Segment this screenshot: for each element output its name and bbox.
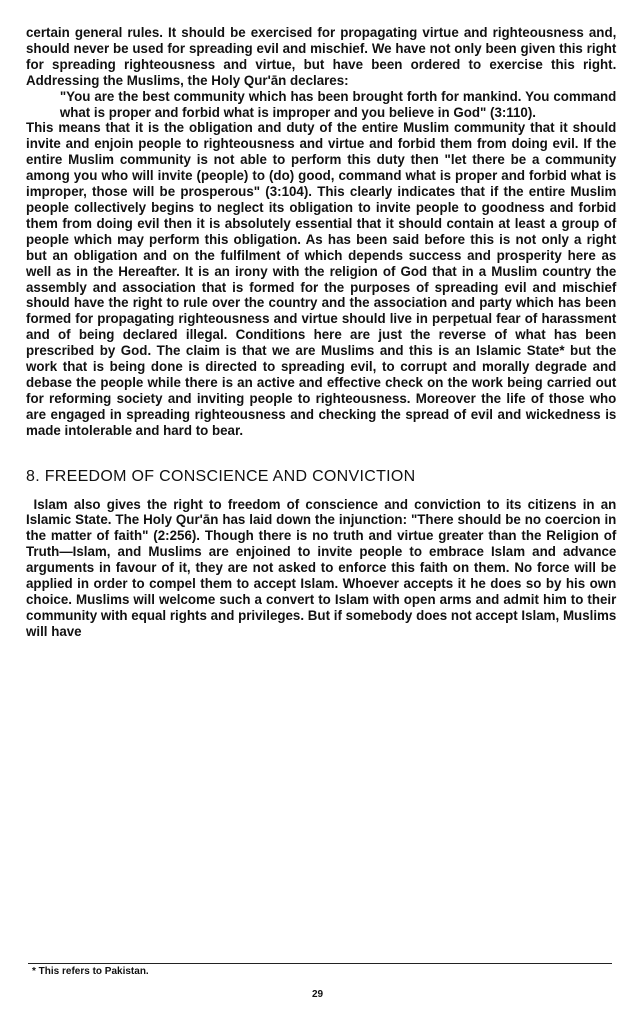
intro-paragraph: certain general rules. It should be exercised for propagating virtue and righteousness and, should never be used for spreading evil and mischief. We have not only been given this right for spreading righteousness and virtue, but have been ordered to exercise this right. Addressing the Muslims, the Holy Qur'ān declares:: [26, 25, 617, 89]
section-paragraph: Islam also gives the right to freedom of conscience and conviction to its citizens in an Islamic State. The Holy Qur'ān has laid down the injunction: "There should be no coercion in the matter of faith" (2:256). Though there is no truth and virtue greater than the Religion of Truth—Islam, and Muslims are enjoined to invite people to embrace Islam and advance arguments in favour of it, they are not asked to enforce this faith on them. No force will be applied in order to compel them to accept Islam. Whoever accepts it he does so by his own choice. Muslims will welcome such a convert to Islam with open arms and admit him to their community with equal rights and privileges. But if somebody does not accept Islam, Muslims will have: [26, 496, 617, 640]
section-heading: 8. FREEDOM OF CONSCIENCE AND CONVICTION: [26, 467, 416, 485]
footnote: * This refers to Pakistan.: [32, 966, 149, 977]
page-number: 29: [311, 989, 324, 1000]
body-paragraph: This means that it is the obligation and duty of the entire Muslim community that it should invite and enjoin people to righteousness and virtue and forbid them from doing evil. If the entire Muslim community is not able to perform this duty then "let there be a community among you who will invite (people) to (do) good, command what is proper and forbid what is improper, those will be prosperous" (3:104). This clearly indicates that if the entire Muslim people collectively begins to neglect its obligation to invite people to goodness and forbid them from doing evil then it is absolutely essential that it should contain at least a group of people which may perform this obligation. As has been said before this is not only a right but an obligation and on the fulfilment of which depends success and prosperity here as well as in the Hereafter. It is an irony with the religion of God that in a Muslim country the assembly and association that is formed for the purposes of spreading evil and mischief should have the right to rule over the country and the association and party which has been formed for propagating righteousness and virtue should live in perpetual fear of harassment and of being declared illegal. Conditions here are just the reverse of what has been prescribed by God. The claim is that we are Muslims and this is an Islamic State* but the work that is being done is directed to spreading evil, to corrupt and morally degrade and debase the people while there is an active and effective check on the work being carried out for reforming society and inviting people to righteousness. Moreover the life of those who are engaged in spreading righteousness and checking the spread of evil and wickedness is made intolerable and hard to bear.: [26, 120, 617, 439]
footnote-divider: [28, 963, 612, 964]
page-body: [26, 26, 616, 641]
quran-quote: "You are the best community which has been brought forth for mankind. You command what is proper and forbid what is improper and you believe in God" (3:110).: [59, 88, 617, 121]
